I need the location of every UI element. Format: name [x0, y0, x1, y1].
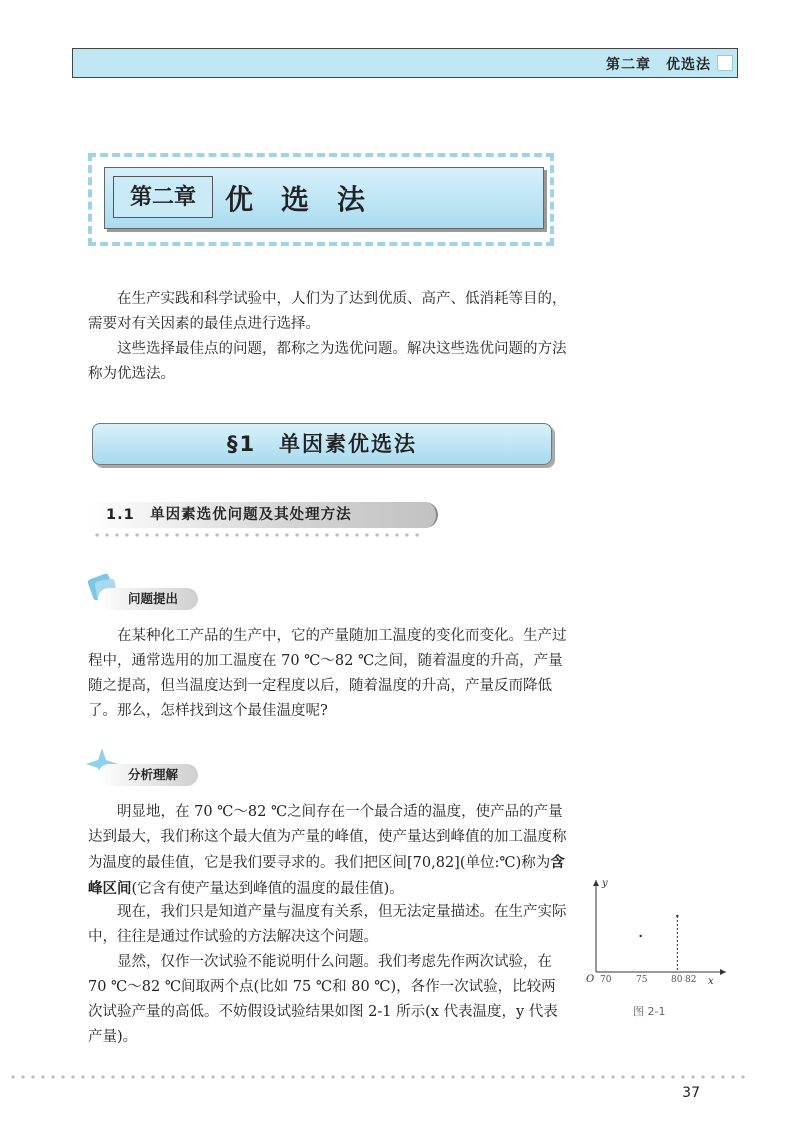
- tick-75: 75: [636, 975, 648, 985]
- figure-caption: 图 2-1: [633, 1005, 666, 1018]
- intro-paragraph-2: 这些选择最佳点的问题，都称之为选优问题。解决这些选优问题的方法称为优选法。: [88, 341, 567, 382]
- bottom-dotted-divider: [8, 1075, 748, 1079]
- chapter-banner-inner: [104, 167, 544, 229]
- analysis-paragraph-1-text: 明显地，在 70 ℃～82 ℃之间存在一个最合适的温度，使产品的产量达到最大，我们称这个最大值为产量的峰值，使产量达到峰值的加工温度称为温度的最佳值，它是我们要寻求的。我们把区间[70,82](单位:℃)称为: [88, 804, 567, 871]
- analysis-paragraph-1: [88, 800, 568, 902]
- analysis-paragraph-1-tail: (它含有使产量达到峰值的温度的最佳值)。: [131, 881, 404, 897]
- running-header: [72, 48, 738, 78]
- analysis-paragraph-3: 显然，仅作一次试验不能说明什么问题。我们考虑先作两次试验，在 70 ℃～82 ℃间取两个点(比如 75 ℃和 80 ℃)，各作一次试验，比较两次试验产量的高低。不妨假设试验结果如图 2-1 所示(x 代表温度，y 代表产量)。: [88, 954, 558, 1045]
- header-square-decoration: [717, 55, 733, 71]
- y-axis-label: y: [602, 878, 608, 889]
- problem-label: 问题提出: [98, 588, 198, 610]
- chapter-label: 第二章: [113, 176, 213, 218]
- chapter-title: 优选法: [225, 183, 394, 216]
- figure-2-1: [580, 872, 730, 1022]
- tick-70: 70: [600, 975, 612, 985]
- tick-80: 80: [671, 975, 683, 985]
- key-term: 含峰区间: [88, 854, 565, 897]
- tick-82: 82: [685, 975, 697, 985]
- dotted-divider: [92, 533, 422, 537]
- x-axis-arrow: [720, 969, 726, 975]
- point-75: [639, 935, 641, 937]
- page-number: 37: [682, 1085, 700, 1101]
- point-80: [676, 915, 678, 917]
- header-chapter-title: 第二章 优选法: [606, 57, 711, 73]
- x-axis-label: x: [708, 976, 714, 987]
- intro-paragraph-1: 在生产实践和科学试验中，人们为了达到优质、高产、低消耗等目的，需要对有关因素的最佳点进行选择。: [88, 291, 567, 332]
- section-title: §1 单因素优选法: [92, 423, 552, 465]
- y-axis-arrow: [593, 880, 599, 886]
- chapter-banner: [88, 153, 554, 246]
- analysis-paragraph-2: 现在，我们只是知道产量与温度有关系，但无法定量描述。在生产实际中，往往是通过作试验的方法解决这个问题。: [88, 904, 567, 945]
- analysis-label: 分析理解: [98, 764, 198, 786]
- origin-label: O: [586, 974, 595, 985]
- problem-text: 在某种化工产品的生产中，它的产量随加工温度的变化而变化。生产过程中，通常选用的加工温度在 70 ℃～82 ℃之间，随着温度的升高，产量随之提高，但当温度达到一定程度以后，随着温度的升高，产量反而降低了。那么，怎样找到这个最佳温度呢?: [88, 628, 567, 719]
- subsection-title: 1.1 单因素选优问题及其处理方法: [88, 502, 438, 528]
